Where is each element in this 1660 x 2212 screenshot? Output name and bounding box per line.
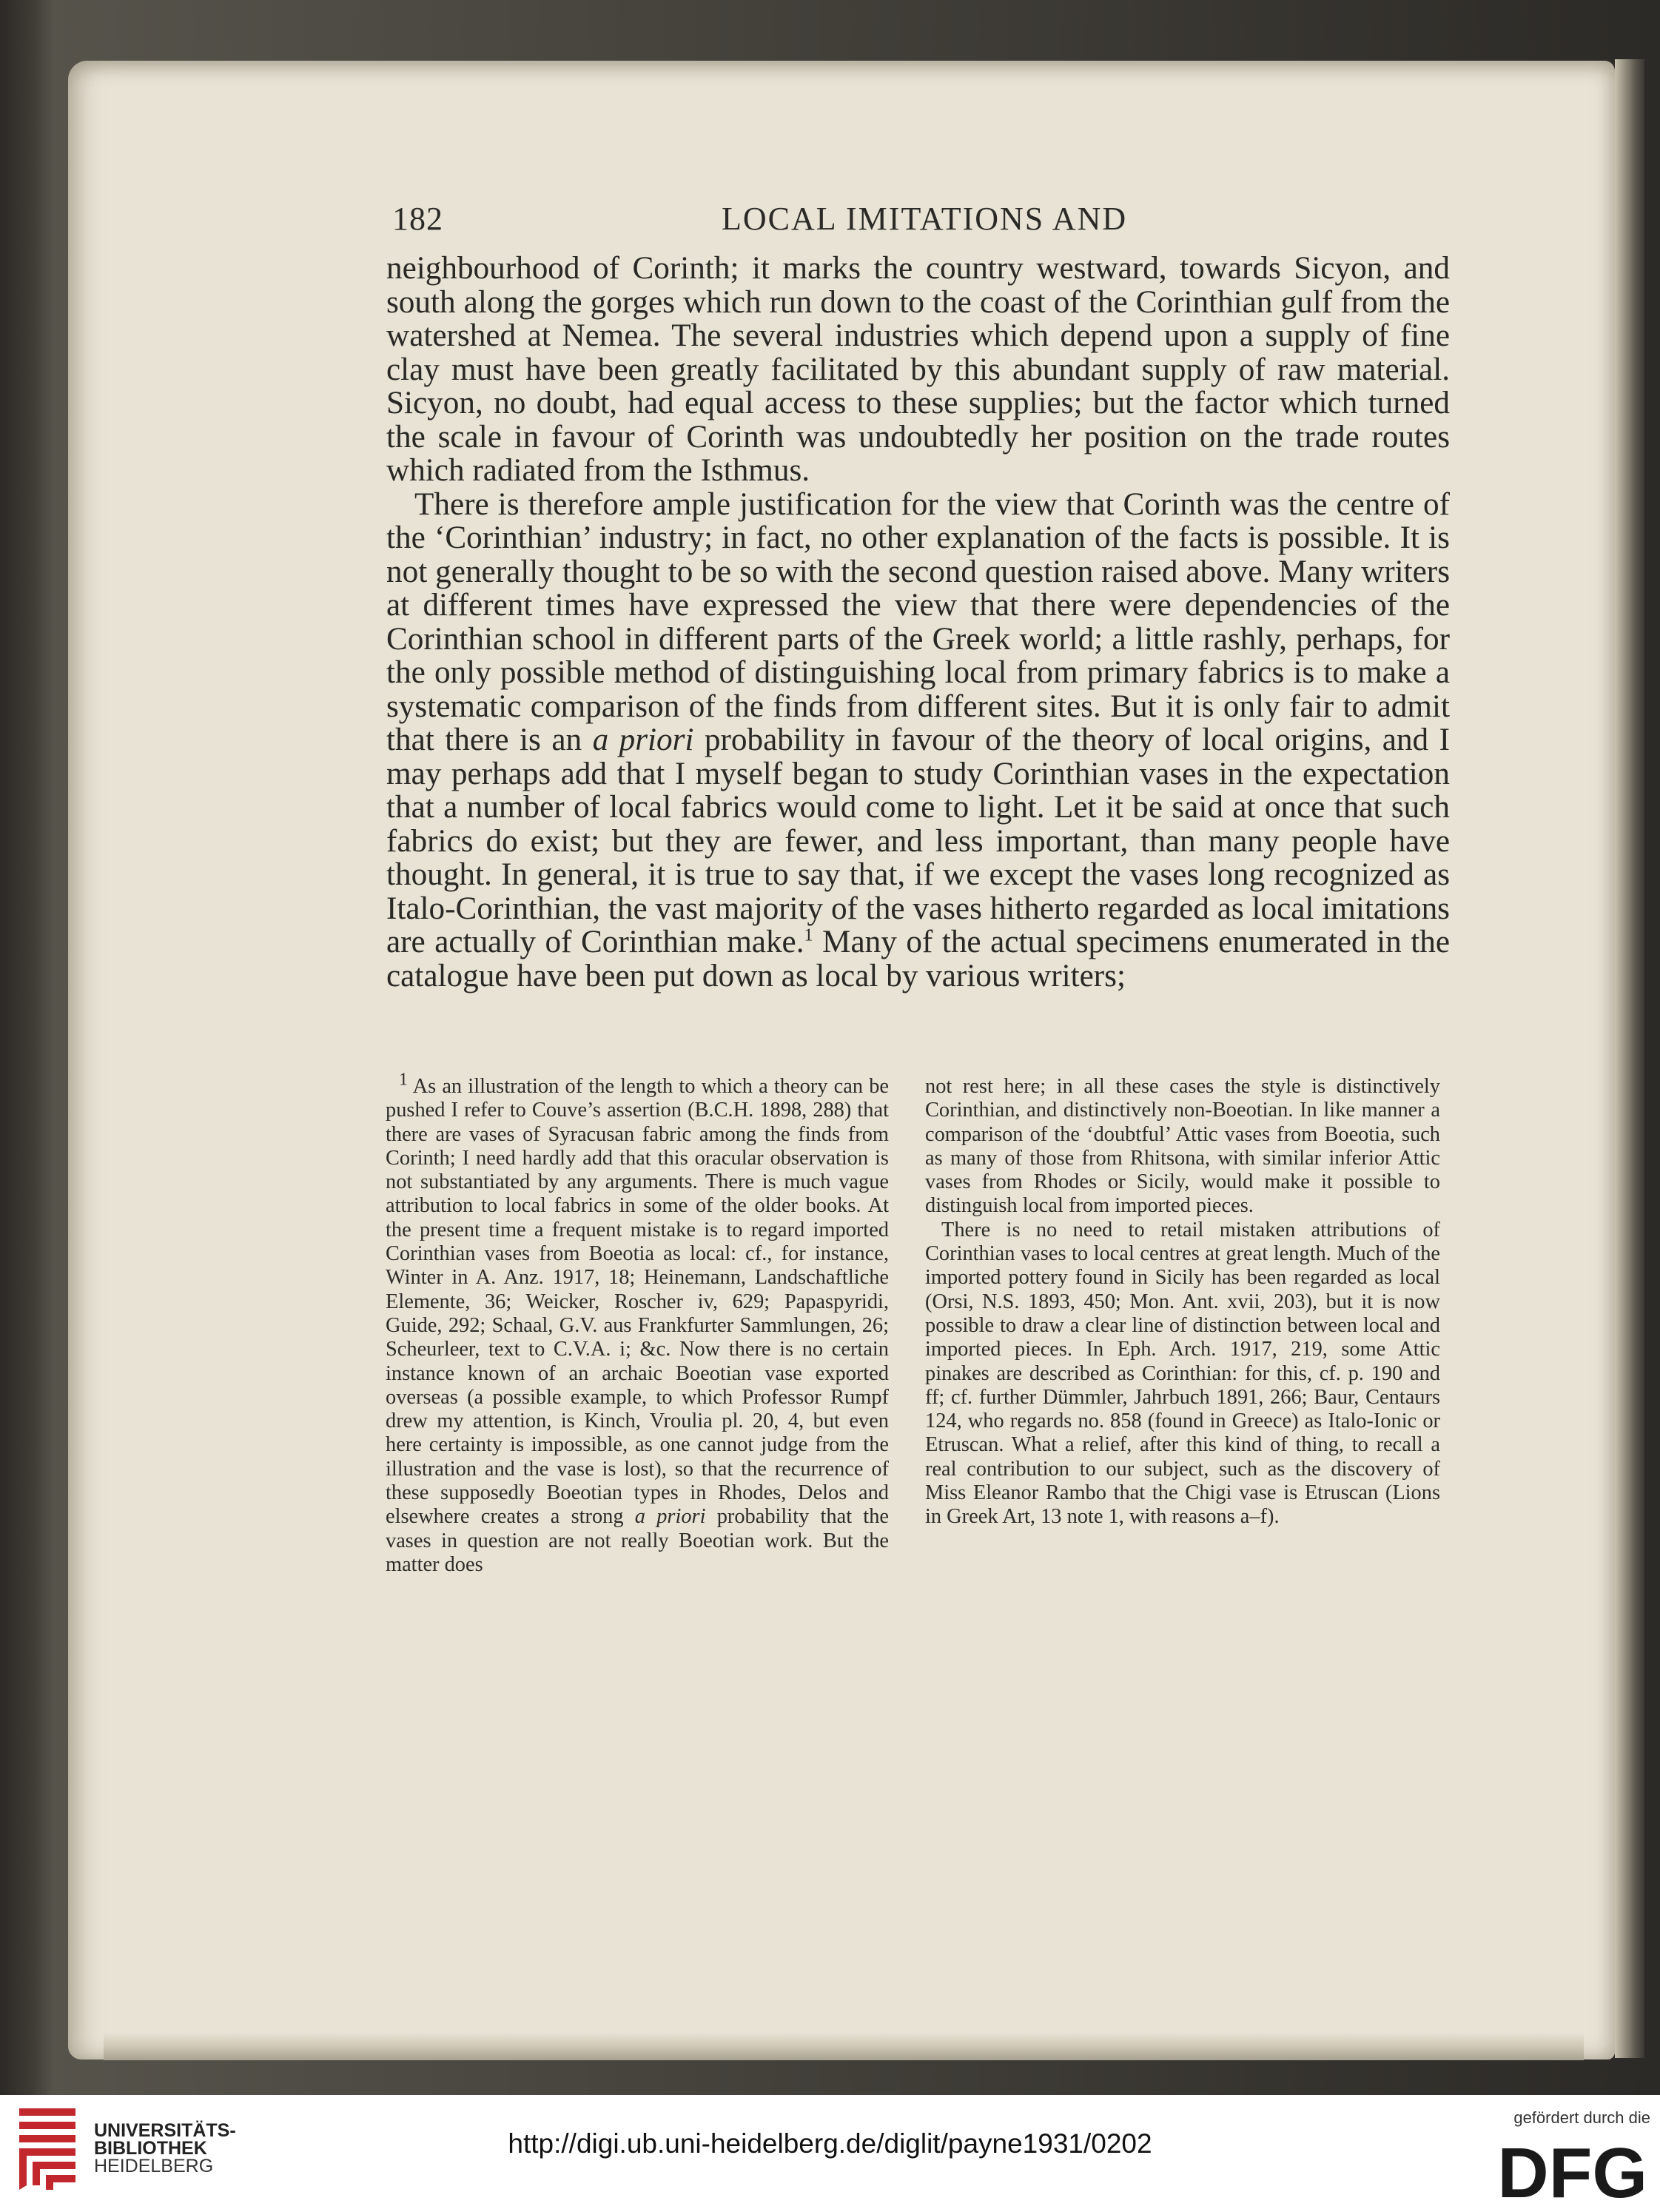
footnote-marker: 1 <box>399 1070 408 1090</box>
italic-text: a priori <box>592 723 694 757</box>
text-run: There is therefore ample justification for the view that Corinth was the centre of the ‘Corinthian’ industry; in fact, no other explanation of the facts is possible. It is not generally thought to be so with the second question raised above. Many writers at different times have expressed the view that there were dependencies of the Corinthian school in different parts of the Greek world; a little rashly, perhaps, for the only possible method of distinguishing local from primary fabrics is to make a systematic comparison of the finds from different sites. But it is only fair to admit that there is an <box>386 486 1450 757</box>
italic-text: a priori <box>634 1505 706 1529</box>
footnotes-right-column <box>925 1075 1440 1529</box>
text-run: There is no need to retail mistaken attributions of Corinthian vases to local centres at great length. Much of the imported pottery found in Sicily has been regarded as local (Orsi, N.S. 1893, 450; Mon. Ant. xvii, 203), but it is now possible to draw a clear line of distinction between local and imported pieces. In Eph. Arch. 1917, 219, some Attic pinakes are described as Corinthian: for this, cf. p. 190 and ff; cf. further Dümmler, Jahrbuch 1891, 266; Baur, Centaurs 124, who regards no. 858 (found in Greece) as Italo-Ionic or Etruscan. What a relief, after this kind of thing, to recall a real contribution to our subject, such as the discovery of Miss Eleanor Rambo that the Chigi vase is Etruscan (Lions in Greek Art, 13 note 1, with reasons a–f). <box>925 1218 1440 1529</box>
running-head <box>392 200 1480 244</box>
main-text <box>386 252 1450 993</box>
library-name-line: UNIVERSITÄTS- <box>94 2120 236 2141</box>
footnote <box>386 1070 889 1577</box>
text-run: not rest here; in all these cases the style is distinctively Corinthian, and distinctively non-Boeotian. In like manner a comparison of the ‘doubtful’ Attic vases from Boeotia, such as many of those from Rhitsona, with similar inferior Attic vases from Rhodes or Sicily, would make it possible to distinguish local from imported pieces. <box>925 1075 1440 1218</box>
paragraph <box>386 252 1450 488</box>
library-name-line: HEIDELBERG <box>94 2156 214 2176</box>
book-page-edge <box>1615 59 1644 2058</box>
text-run: probability that the vases in question are not really Boeotian work. But the matter does <box>386 1505 889 1576</box>
page-bottom-edge <box>104 2032 1584 2060</box>
footnotes-left-column <box>386 1070 889 1577</box>
library-name-line: BIBLIOTHEK <box>94 2138 207 2159</box>
header-title: LOCAL IMITATIONS AND <box>722 201 1128 237</box>
page-number: 182 <box>392 201 443 237</box>
paragraph <box>386 488 1450 993</box>
footnote-marker: 1 <box>804 925 813 945</box>
text-run: neighbourhood of Corinth; it marks the country westward, towards Sicyon, and south along the gorges which run down to the coast of the Corinthian gulf from the watershed at Nemea. The several industries which depend upon a supply of fine clay must have been greatly facilitated by this abundant supply of raw material. Sicyon, no doubt, had equal access to these supplies; but the factor which turned the scale in favour of Corinth was undoubtedly her position on the trade routes which radiated from the Isthmus. <box>386 251 1450 488</box>
funding-caption: gefördert durch die <box>1513 2108 1650 2127</box>
dfg-logo-icon[interactable] <box>1486 2131 1649 2205</box>
text-run: Many of the actual specimens enumerated in the catalogue have been put down as local by various writers; <box>386 925 1450 993</box>
permalink-url[interactable]: http://digi.ub.uni-heidelberg.de/diglit/payne1931/0202 <box>508 2128 1152 2159</box>
footnote-paragraph <box>925 1219 1440 1529</box>
text-run: probability in favour of the theory of local origins, and I may perhaps add that I myself began to study Corinthian vases in the expectation that a number of local fabrics would come to light. Let it be said at once that such fabrics do exist; but they are fewer, and less important, than many people have thought. In general, it is true to say that, if we except the vases long recognized as Italo-Corinthian, the vast majority of the vases hitherto regarded as local imitations are actually of Corinthian make. <box>386 723 1450 959</box>
footnote-paragraph <box>925 1075 1440 1219</box>
text-run: As an illustration of the length to which a theory can be pushed I refer to Couve’s assertion (B.C.H. 1898, 288) that there are vases of Syracusan fabric among the finds from Corinth; I need hardly add that this oracular observation is not substantiated by any arguments. There is much vague attribution to local fabrics in some of the older books. At the present time a frequent mistake is to regard imported Corinthian vases from Boeotia as local: cf., for instance, Winter in A. Anz. 1917, 18; Heinemann, Landschaftliche Elemente, 36; Weicker, Roscher iv, 629; Papaspyridi, Guide, 292; Schaal, G.V. aus Frankfurter Sammlungen, 26; Scheurleer, text to C.V.A. i; &c. Now there is no certain instance known of an archaic Boeotian vase exported overseas (a possible example, to which Professor Rumpf drew my attention, is Kinch, Vroulia pl. 20, 4, but even here certainty is impossible, as one cannot judge from the illustration and the vase is lost), so that the recurrence of these supposedly Boeotian types in Rhodes, Delos and elsewhere creates a strong <box>386 1075 889 1529</box>
dfg-logo-text: DFG <box>1497 2134 1647 2205</box>
